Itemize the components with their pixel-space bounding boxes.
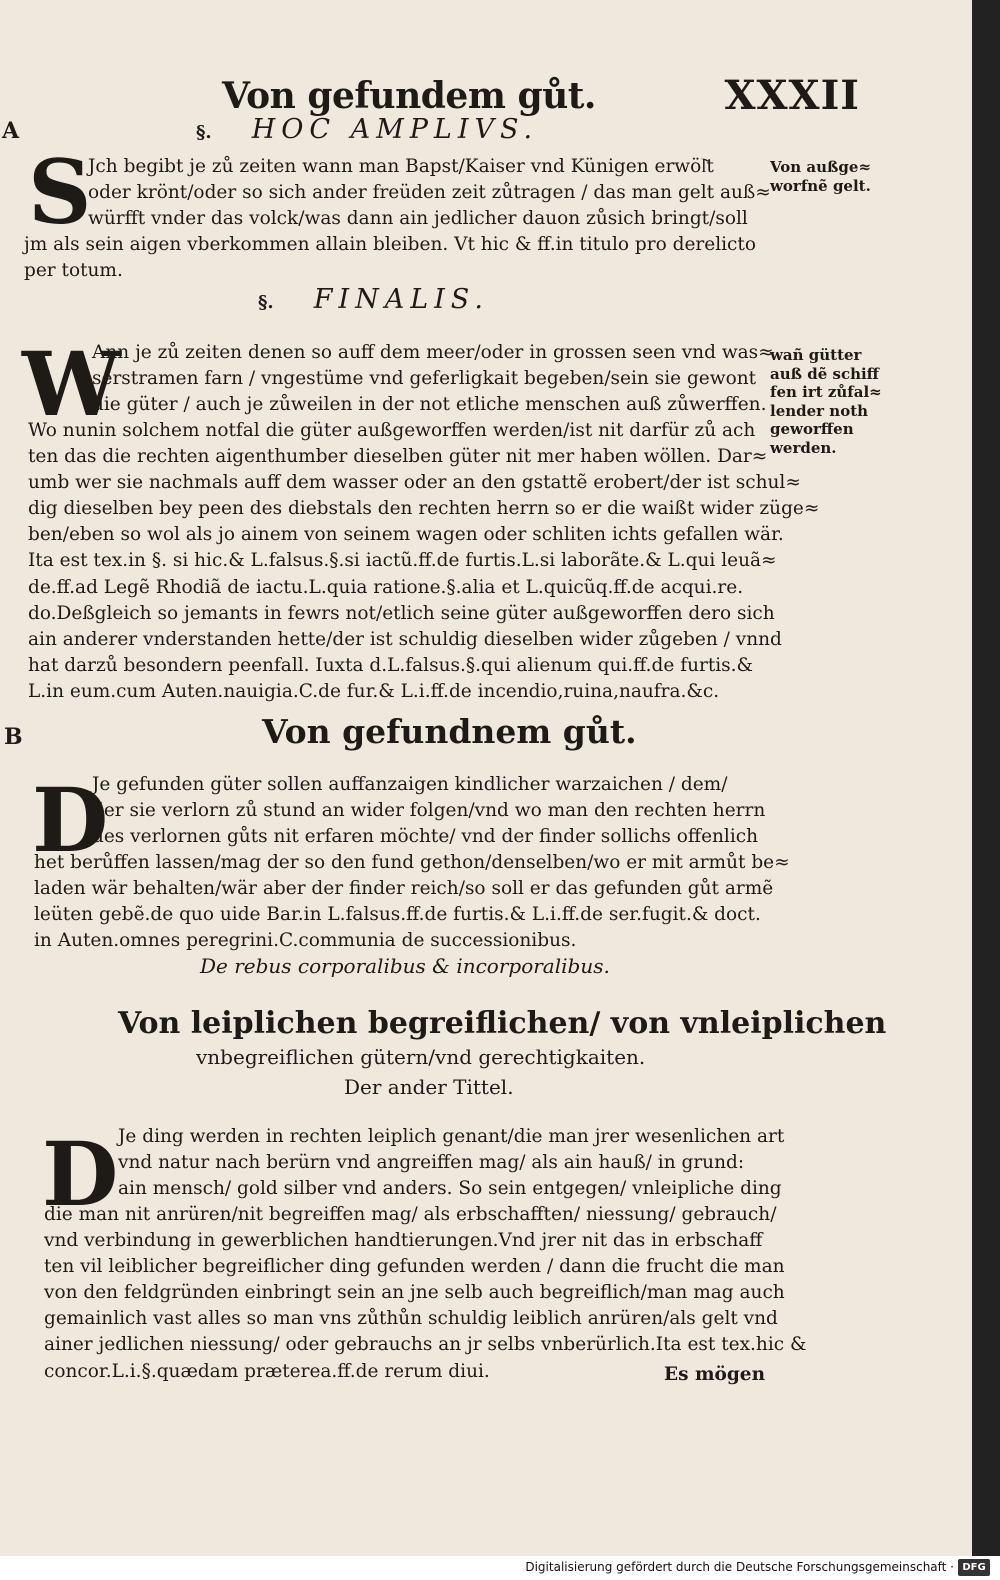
section-title-leiplichen: Von leiplichen begreiflichen/ von vnleiplichen <box>118 1006 887 1041</box>
text-line: vnd natur nach berürn vnd angreiffen mag/ als ain hauß/ in grund: <box>118 1152 745 1174</box>
text-line: die güter / auch je zůweilen in der not etliche menschen auß zůwerffen. <box>92 394 767 416</box>
paragraph-gefundnem-a <box>92 772 765 850</box>
text-line: die man nit anrüren/nit begreiffen mag/ als erbschafften/ niessung/ gebrauch/ <box>44 1204 777 1225</box>
text-line: ain anderer vnderstanden hette/der ist schuldig dieselben wider zůgeben / vnnd <box>28 628 782 650</box>
margin-note-schiff <box>770 346 882 457</box>
paragraph-leiplichen-b <box>44 1202 806 1385</box>
section-title-leiplichen-line2: vnbegreiflichen gütern/vnd gerechtigkaiten. <box>196 1045 646 1069</box>
text-line: der sie verlorn zů stund an wider folgen/vnd wo man den rechten herrn <box>92 800 766 822</box>
text-line: het berůffen lassen/mag der so den fund gethon/denselben/wo er mit armůt be≈ <box>34 852 790 873</box>
paragraph-leiplichen-a <box>118 1124 784 1202</box>
text-line: ten vil leiblicher begreiflicher ding gefunden werden / dann die frucht die man <box>44 1256 785 1278</box>
text-line: oder krönt/oder so sich ander freüden zeit zůtragen / das man gelt auß≈ <box>88 182 771 204</box>
margin-letter-mid: B <box>4 724 23 750</box>
section-label-hoc-amplius <box>196 114 538 145</box>
text-line: dig dieselben bey peen des diebstals den rechten herrn so er die waißt wider züge≈ <box>28 498 820 520</box>
margin-note-line: Von außge≈ <box>770 158 872 176</box>
margin-note-line: lender noth <box>770 401 869 420</box>
paragraph-finalis-b <box>28 418 819 705</box>
section-label-finalis <box>258 284 489 315</box>
paragraph-gefundnem-b <box>34 850 790 954</box>
section-title-gefundnem: Von gefundnem gůt. <box>262 712 637 751</box>
running-title: Von gefundem gůt. <box>222 75 596 117</box>
text-line: gemainlich vast alles so man vns zůthůn schuldig leiblich anrüren/als gelt vnd <box>44 1308 778 1330</box>
text-line: Je gefunden güter sollen auffanzaigen kindlicher warzaichen / dem/ <box>92 774 728 795</box>
section-label-text: HOC AMPLIVS. <box>251 114 539 145</box>
margin-note-line: geworffen <box>770 420 854 438</box>
folio-number: XXXII <box>724 72 860 119</box>
text-line: concor.L.i.§.quædam præterea.ff.de rerum diui. <box>44 1360 490 1382</box>
text-line: vnd verbindung in gewerblichen handtierungen.Vnd jrer nit das in erbschaff <box>44 1230 763 1252</box>
text-line: in Auten.omnes peregrini.C.communia de successionibus. <box>34 930 577 952</box>
text-line: würfft vnder das volck/was dann ain jedlicher dauon zůsich bringt/soll <box>88 208 748 230</box>
text-line: per totum. <box>24 260 123 282</box>
catchword: Es mögen <box>664 1364 766 1385</box>
margin-note-line: wañ gütter <box>770 346 862 364</box>
text-line: L.in eum.cum Auten.nauigia.C.de fur.& L.i.ff.de incendio,ruina,naufra.&c. <box>28 680 720 702</box>
paragraph-hoc-amplius-b <box>24 232 756 284</box>
section-mark: §. <box>258 292 274 313</box>
text-line: des verlornen gůts nit erfaren möchte/ vnd der finder sollichs offenlich <box>92 826 759 848</box>
drop-cap-s: S <box>28 140 92 244</box>
section-title-leiplichen-line3: Der ander Tittel. <box>344 1075 514 1099</box>
text-line: ten das die rechten aigenthumber dieselben güter nit mer haben wöllen. Dar≈ <box>28 446 768 468</box>
text-line: ben/eben so wol als jo ainem von seinem wagen oder schliten ichts gefallen wär. <box>28 524 784 546</box>
text-line: Wo nunin solchem notfal die güter außgeworffen werden/ist nit darfür zů ach <box>28 420 756 441</box>
page-edge <box>972 0 1000 1556</box>
text-line: Jch begibt je zů zeiten wann man Bapst/Kaiser vnd Künigen erwöl͂t <box>88 156 714 177</box>
margin-note-line: fen irt zůfal≈ <box>770 383 882 401</box>
drop-cap-w: W <box>22 332 121 436</box>
margin-note-line: werden. <box>770 438 837 457</box>
text-line: de.ff.ad Legẽ Rhodiã de iactu.L.quia ratione.§.alia et L.quicũq.ff.de acqui.re. <box>28 576 744 598</box>
text-line: hat darzů besondern peenfall. Iuxta d.L.falsus.§.qui alienum qui.ff.de furtis.& <box>28 654 754 676</box>
text-line: jm als sein aigen vberkommen allain bleiben. Vt hic & ff.in titulo pro derelicto <box>24 234 756 255</box>
footer-credit: Digitalisierung gefördert durch die Deutsche Forschungsgemeinschaft · <box>525 1560 954 1574</box>
text-line: laden wär behalten/wär aber der finder reich/so soll er das gefunden gůt armẽ <box>34 878 774 900</box>
text-line: ainer jedlichen niessung/ oder gebrauchs an jr selbs vnberürlich.Ita est tex.hic & <box>44 1334 807 1356</box>
section-label-text: FINALIS. <box>313 284 489 315</box>
text-line: ain mensch/ gold silber vnd anders. So sein entgegen/ vnleipliche ding <box>118 1178 782 1200</box>
text-line: Ita est tex.in §. si hic.& L.falsus.§.si iactũ.ff.de furtis.L.si laborãte.& L.qui leuã≈ <box>28 550 777 572</box>
margin-note-gelt <box>770 158 871 195</box>
text-line: serstramen farn / vngestüme vnd geferligkait begeben/sein sie gewont <box>92 368 757 390</box>
text-line: do.Deßgleich so jemants in fewrs not/etlich seine güter außgeworffen dero sich <box>28 602 775 624</box>
text-line: umb wer sie nachmals auff dem wasser oder an den gstattẽ erobert/der ist schul≈ <box>28 472 801 494</box>
drop-cap-d: D <box>32 768 109 872</box>
margin-note-line: worfnẽ gelt. <box>770 176 871 195</box>
margin-note-line: auß dẽ schiff <box>770 364 879 383</box>
text-line: Je ding werden in rechten leiplich genant/die man jrer wesenlichen art <box>118 1126 785 1147</box>
drop-cap-d-2: D <box>42 1122 119 1226</box>
text-line: Ann je zů zeiten denen so auff dem meer/oder in grossen seen vnd was≈ <box>92 342 774 363</box>
paragraph-hoc-amplius-a <box>88 154 771 232</box>
text-line: von den feldgründen einbringt sein an jne selb auch begreiflich/man mag auch <box>44 1282 785 1304</box>
paragraph-finalis-a <box>92 340 774 418</box>
dfg-logo-icon: DFG <box>958 1559 990 1576</box>
margin-letter-top: A <box>2 118 20 144</box>
italic-subtitle: De rebus corporalibus & incorporalibus. <box>200 954 610 978</box>
text-line: leüten gebẽ.de quo uide Bar.in L.falsus.ff.de furtis.& L.i.ff.de ser.fugit.& doct. <box>34 904 761 926</box>
footer-bar <box>0 1556 1000 1580</box>
section-mark: §. <box>196 122 212 143</box>
